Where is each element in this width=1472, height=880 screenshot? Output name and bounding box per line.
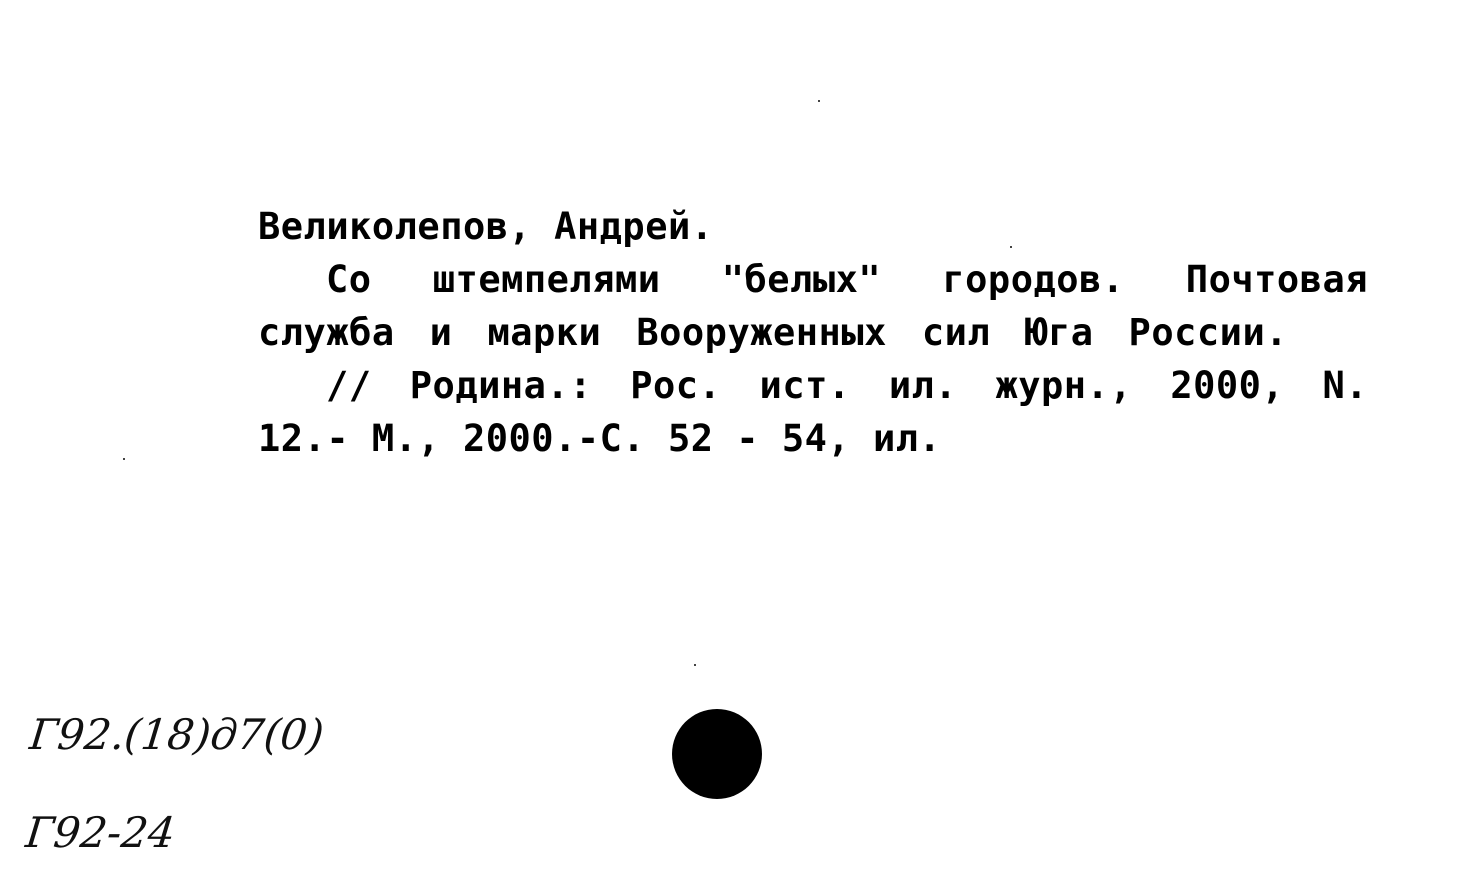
- source-line-1: // Родина.: Рос. ист. ил. журн., 2000, N.: [326, 364, 1368, 407]
- source-line-2: 12.- М., 2000.-С. 52 - 54, ил.: [258, 417, 942, 460]
- scan-speck: [818, 100, 820, 102]
- handwritten-shelf-mark: Г92-24: [23, 808, 178, 857]
- bibliographic-entry: [258, 200, 1368, 465]
- scan-speck: [123, 458, 125, 460]
- scan-speck: [1010, 246, 1012, 248]
- scan-speck: [694, 664, 696, 666]
- title-line-2: служба и марки Вооруженных сил Юга России.: [258, 311, 1288, 354]
- title-line-1: Со штемпелями "белых" городов. Почтовая: [326, 258, 1368, 301]
- punch-hole: [672, 709, 762, 799]
- author-line: Великолепов, Андрей.: [258, 205, 714, 248]
- handwritten-classification: Г92.(18)д7(0): [27, 710, 327, 759]
